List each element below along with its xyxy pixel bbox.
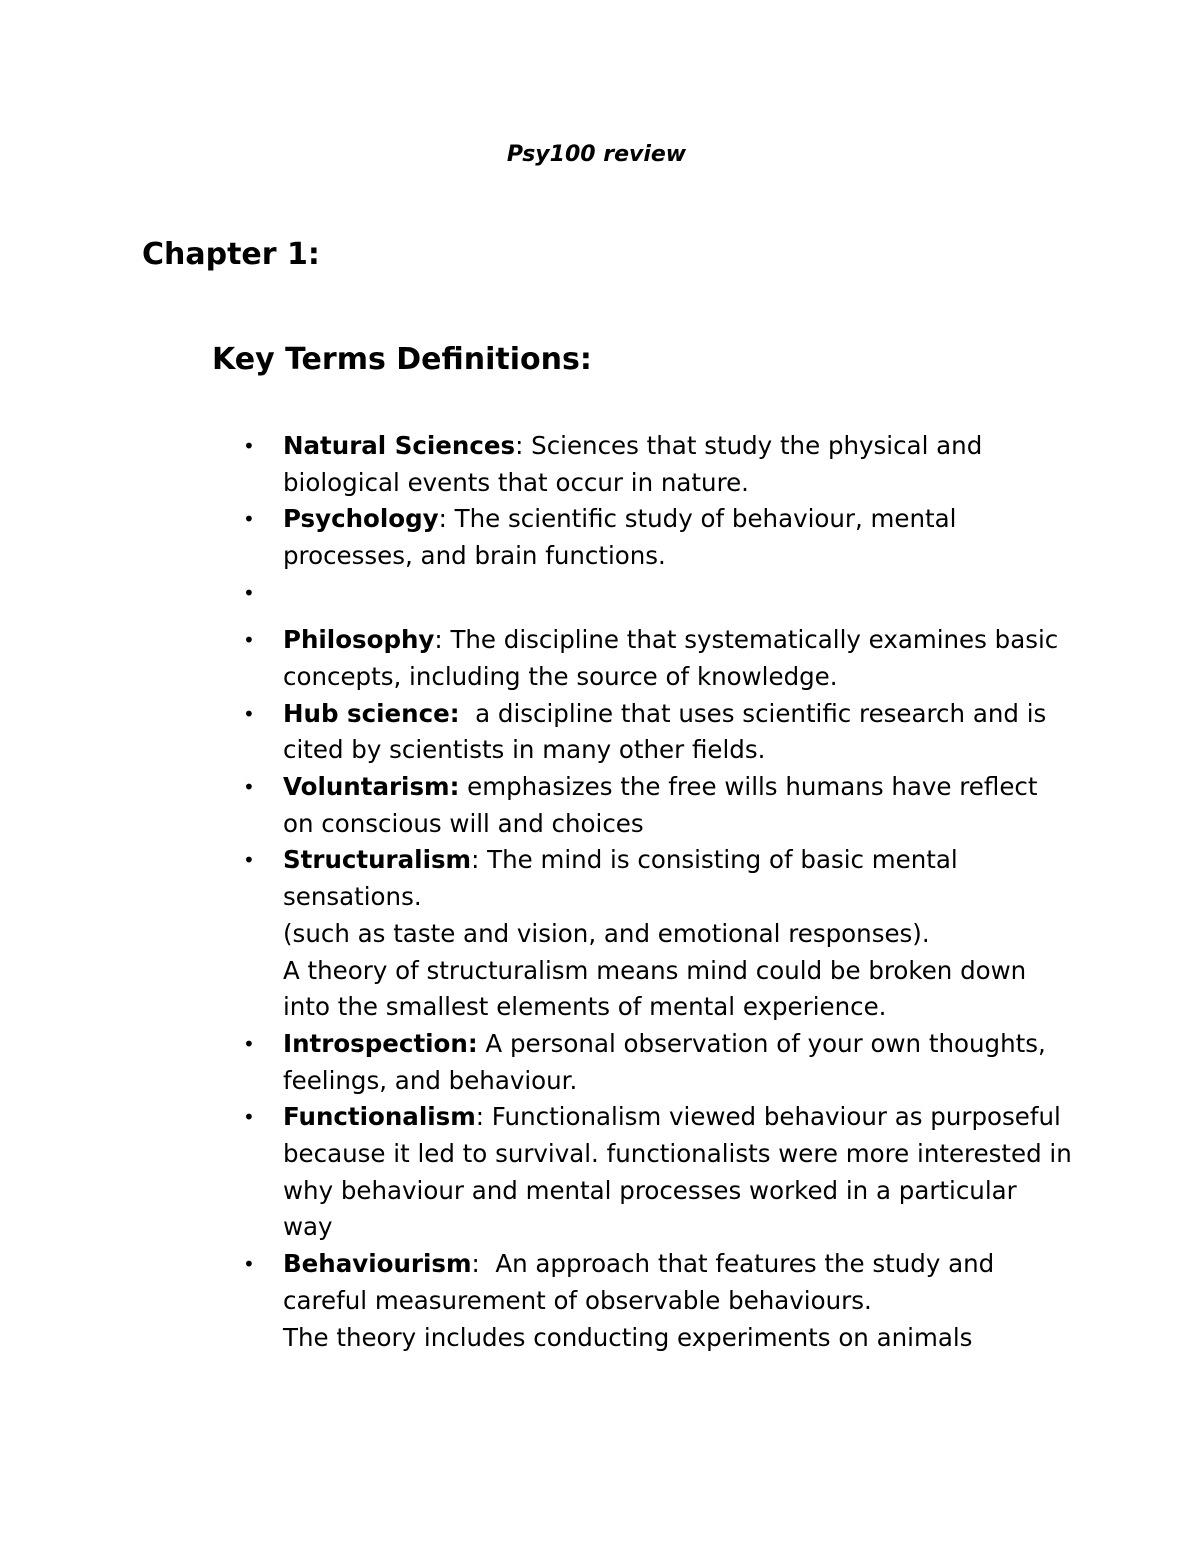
bullet-icon: •: [243, 1252, 255, 1277]
bullet-icon: •: [243, 507, 255, 532]
term-name: Hub science:: [283, 698, 460, 728]
term-definition: Functionalism viewed behaviour as purposeful because it led to survival. functionalists were more interested in why behaviour and mental processes worked in a particular way: [283, 1102, 1072, 1242]
bullet-icon: •: [243, 1105, 255, 1130]
term-name: Behaviourism: [283, 1249, 472, 1279]
term-separator: [460, 699, 476, 728]
bullet-icon: •: [243, 434, 255, 458]
chapter-heading: Chapter 1:: [142, 237, 320, 272]
term-separator: :: [434, 625, 451, 655]
list-item-empty: [0, 575, 1073, 622]
list-item-natural-sciences: [0, 428, 1073, 501]
term-definition: The mind is consisting of basic mental sensations.: [283, 845, 958, 912]
term-name: Philosophy: [283, 625, 435, 655]
term-name: Voluntarism:: [283, 772, 460, 802]
term-name: Structuralism: [283, 845, 472, 875]
term-separator: :: [471, 1249, 496, 1279]
term-definition: The scientific study of behaviour, mental processes, and brain functions.: [283, 504, 957, 571]
list-item-hub-science: [0, 696, 1073, 769]
bullet-icon: •: [243, 848, 255, 873]
list-item-functionalism: [0, 1099, 1073, 1246]
key-terms-list: [0, 428, 1200, 1356]
term-separator: :: [438, 504, 455, 534]
list-item-psychology: [0, 501, 1073, 574]
term-definition: emphasizes the free wills humans have reflect on conscious will and choices: [283, 772, 1038, 838]
term-separator: :: [515, 431, 532, 460]
term-definition: a discipline that uses scientific research and is cited by scientists in many other fields.: [283, 698, 1047, 765]
term-name: Introspection:: [283, 1028, 478, 1058]
term-separator: :: [475, 1102, 492, 1132]
term-name: Functionalism: [283, 1102, 476, 1132]
bullet-icon: •: [243, 580, 255, 605]
list-item-philosophy: [0, 622, 1073, 695]
term-extra-line: A theory of structuralism means mind could be broken down into the smallest elements of mental experience.: [283, 955, 1027, 1022]
document-title: Psy100 review: [506, 142, 687, 167]
term-name: Natural Sciences: [283, 431, 516, 460]
list-item-voluntarism: [0, 769, 1073, 842]
list-item-structuralism: [0, 842, 1073, 1026]
list-item-behaviourism: [0, 1246, 1073, 1356]
section-heading: Key Terms Definitions:: [212, 342, 592, 377]
term-extra-line: (such as taste and vision, and emotional responses).: [283, 918, 930, 948]
term-definition: A personal observation of your own thoughts, feelings, and behaviour.: [283, 1028, 1046, 1095]
bullet-icon: •: [243, 1031, 255, 1056]
bullet-icon: •: [243, 775, 255, 800]
term-extra-line: The theory includes conducting experiments on animals: [283, 1322, 973, 1352]
term-definition: Sciences that study the physical and biological events that occur in nature.: [283, 431, 983, 497]
bullet-icon: •: [243, 628, 255, 653]
term-separator: :: [471, 845, 488, 875]
term-definition: The discipline that systematically examines basic concepts, including the source of knowledge.: [283, 625, 1059, 691]
term-separator: [459, 772, 467, 801]
term-definition: An approach that features the study and careful measurement of observable behaviours.: [283, 1249, 995, 1315]
list-item-introspection: [0, 1026, 1073, 1099]
term-name: Psychology: [283, 504, 439, 534]
bullet-icon: •: [243, 701, 255, 726]
